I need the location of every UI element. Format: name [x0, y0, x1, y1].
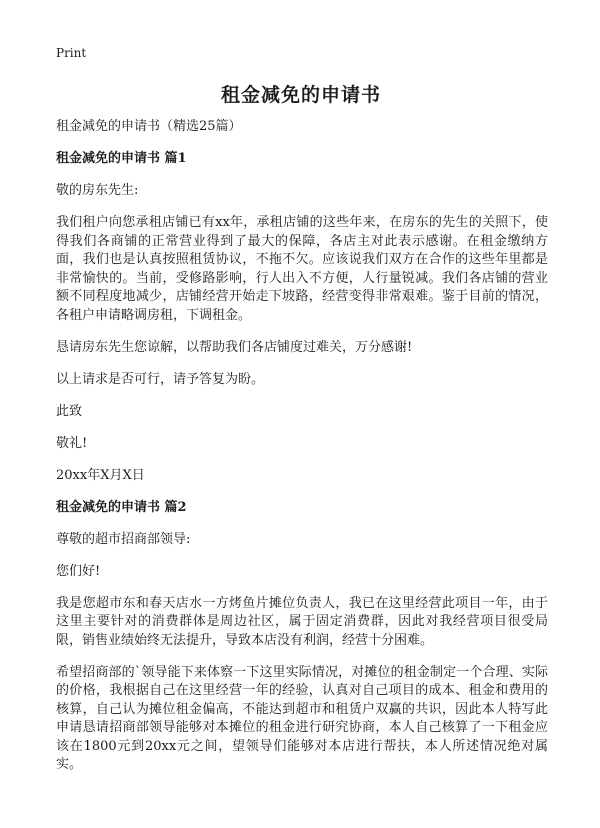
body-paragraph: 我们租户向您承租店铺已有xx年，承租店铺的这些年来，在房东的先生的关照下，使得我们各商铺的正常营业得到了最大的保障，各店主对此表示感谢。在租金缴纳方面，我们也是认真按照租赁协议，不拖不欠。应该说我们双方在合作的这些年里都是非常愉快的。当前，受修路影响，行人出入不方便，人行量锐减。我们各店铺的营业额不同程度地减少，店铺经营开始走下坡路，经营变得非常艰难。鉴于目前的情况，各租户申请略调房租，下调租金。	[56, 215, 548, 323]
closing-line: 此致	[56, 403, 83, 419]
body-paragraph: 希望招商部的`领导能下来体察一下这里实际情况，对摊位的租金制定一个合理、实际的价格，我根据自己在这里经营一年的经验，认真对自己项目的成本、租金和费用的核算，自己认为摊位租金偏高，不能达到超市和租赁户双赢的共识，因此本人特写此申请恳请招商部领导能够对本摊位的租金进行研究协商，本人自己核算了一下租金应该在1800元到20xx元之间，望领导们能够对本店进行帮扶，本人所述情况绝对属实。	[56, 664, 548, 772]
print-label: Print	[56, 46, 87, 60]
greeting: 您们好!	[56, 563, 101, 579]
salutation: 尊敬的超市招商部领导:	[56, 531, 191, 547]
section-2	[56, 499, 548, 775]
body-paragraph: 恳请房东先生您谅解，以帮助我们各店铺度过难关，万分感谢!	[56, 339, 413, 355]
section-heading: 租金减免的申请书 篇1	[56, 151, 187, 166]
document-body	[56, 118, 548, 788]
section-1	[56, 150, 548, 485]
body-paragraph: 以上请求是否可行，请予答复为盼。	[56, 371, 265, 387]
section-heading: 租金减免的申请书 篇2	[56, 499, 187, 515]
date-line: 20xx年X月X日	[56, 467, 145, 483]
salutation: 敬的房东先生:	[56, 183, 139, 198]
document-subtitle: 租金减免的申请书（精选25篇）	[56, 119, 242, 134]
body-paragraph: 我是您超市东和春天店水一方烤鱼片摊位负责人，我已在这里经营此项目一年，由于这里主要针对的消费群体是周边社区，属于固定消费群，因此对我经营项目很受局限，销售业绩始终无法提升，导致本店没有利润，经营十分困难。	[56, 595, 548, 648]
document-title: 租金减免的申请书	[220, 84, 381, 106]
closing-line: 敬礼!	[56, 435, 88, 451]
